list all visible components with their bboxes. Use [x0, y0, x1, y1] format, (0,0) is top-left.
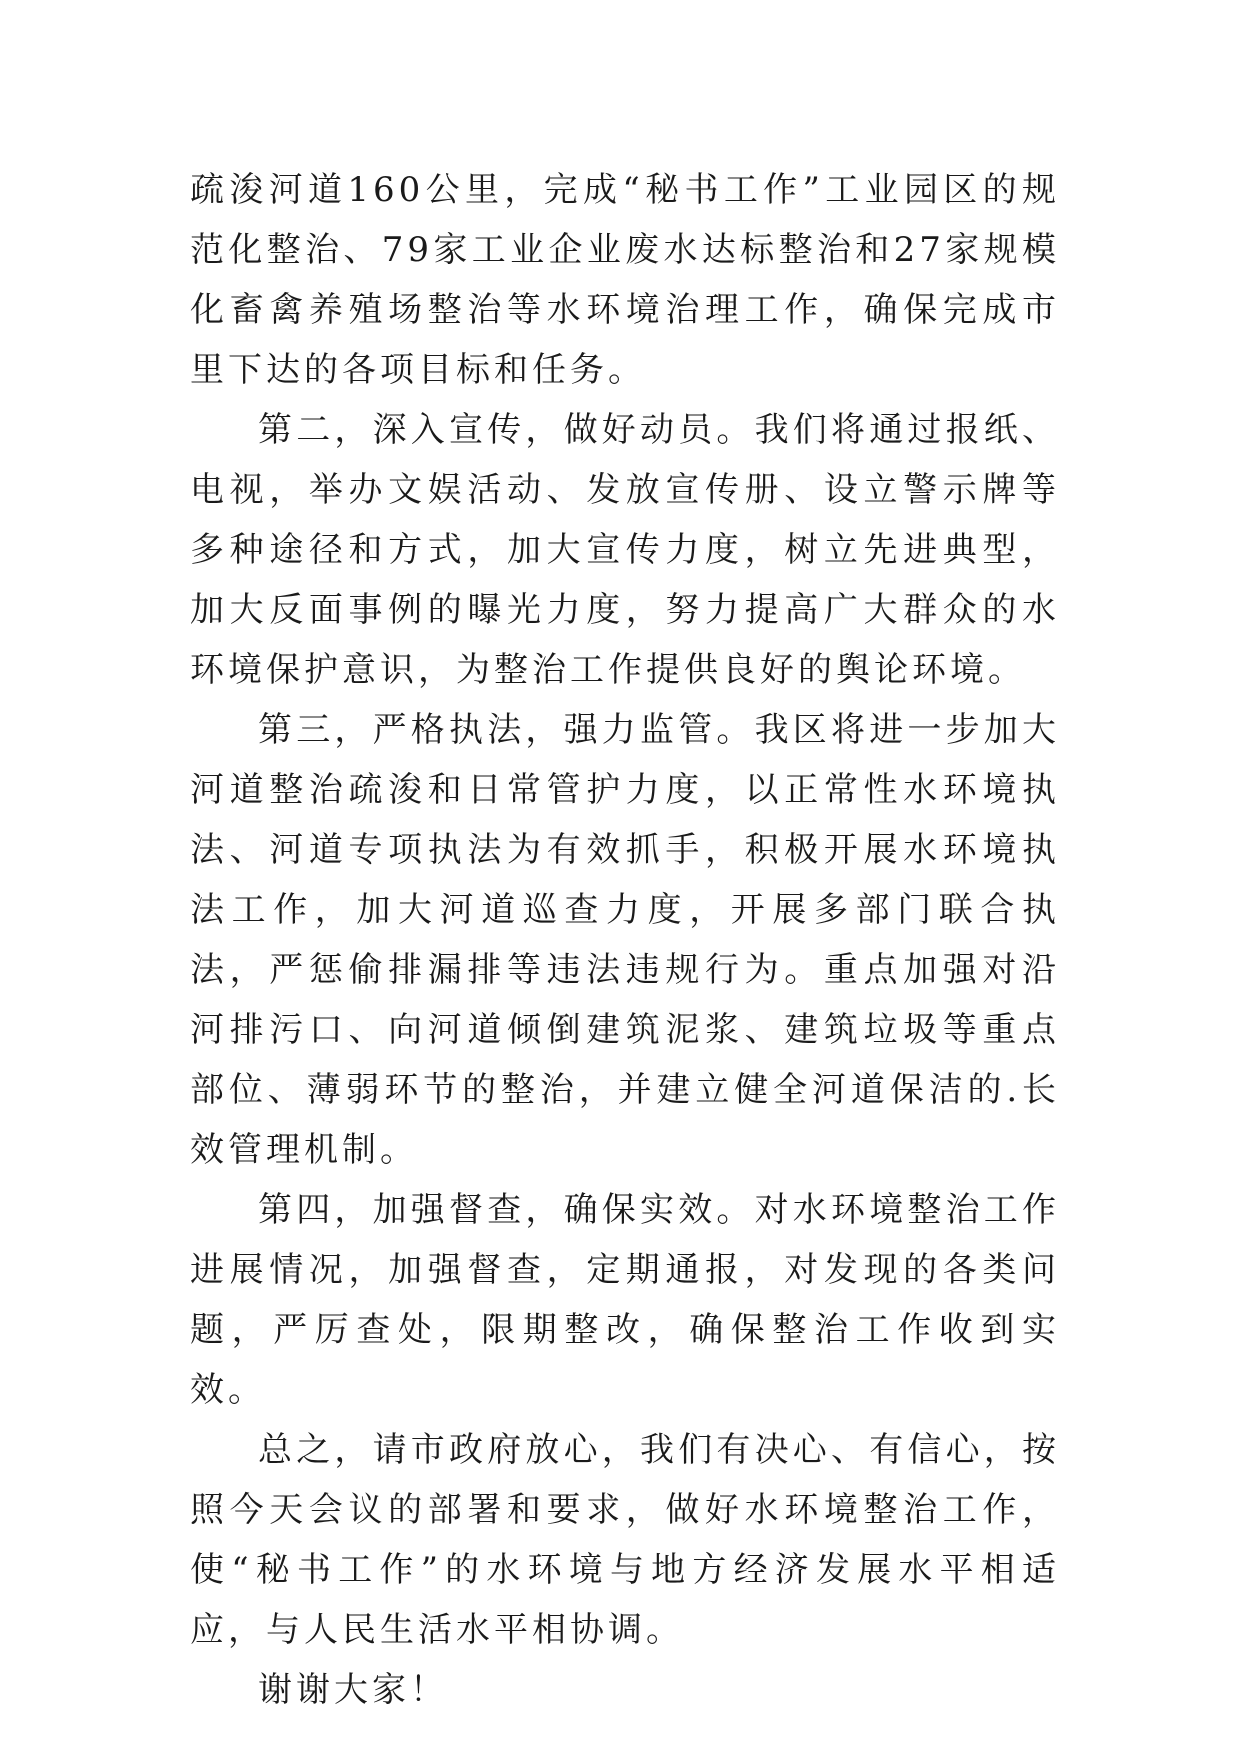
paragraph-thanks: 谢谢大家！ [258, 1670, 448, 1710]
paragraph-conclusion: 总之，请市政府放心，我们有决心、有信心，按照今天会议的部署和要求，做好水环境整治工作，使“秘书工作”的水环境与地方经济发展水平相适应，与人民生活水平相协调。 [190, 1430, 1060, 1650]
paragraph-publicity: 第二，深入宣传，做好动员。我们将通过报纸、电视，举办文娱活动、发放宣传册、设立警示牌等多种途径和方式，加大宣传力度，树立先进典型，加大反面事例的曝光力度，努力提高广大群众的水环境保护意识，为整治工作提供良好的舆论环境。 [190, 410, 1060, 690]
paragraph-enforcement: 第三，严格执法，强力监管。我区将进一步加大河道整治疏浚和日常管护力度，以正常性水环境执法、河道专项执法为有效抓手，积极开展水环境执法工作，加大河道巡查力度，开展多部门联合执法，严惩偷排漏排等违法违规行为。重点加强对沿河排污口、向河道倾倒建筑泥浆、建筑垃圾等重点部位、薄弱环节的整治，并建立健全河道保洁的.长效管理机制。 [190, 710, 1060, 1170]
paragraph-supervision: 第四，加强督查，确保实效。对水环境整治工作进展情况，加强督查，定期通报，对发现的各类问题，严厉查处，限期整改，确保整治工作收到实效。 [190, 1190, 1060, 1410]
paragraph-continued-from-previous-page: 疏浚河道160公里，完成“秘书工作”工业园区的规范化整治、79家工业企业废水达标整治和27家规模化畜禽养殖场整治等水环境治理工作，确保完成市里下达的各项目标和任务。 [190, 170, 1060, 390]
document-body [190, 160, 1060, 1720]
